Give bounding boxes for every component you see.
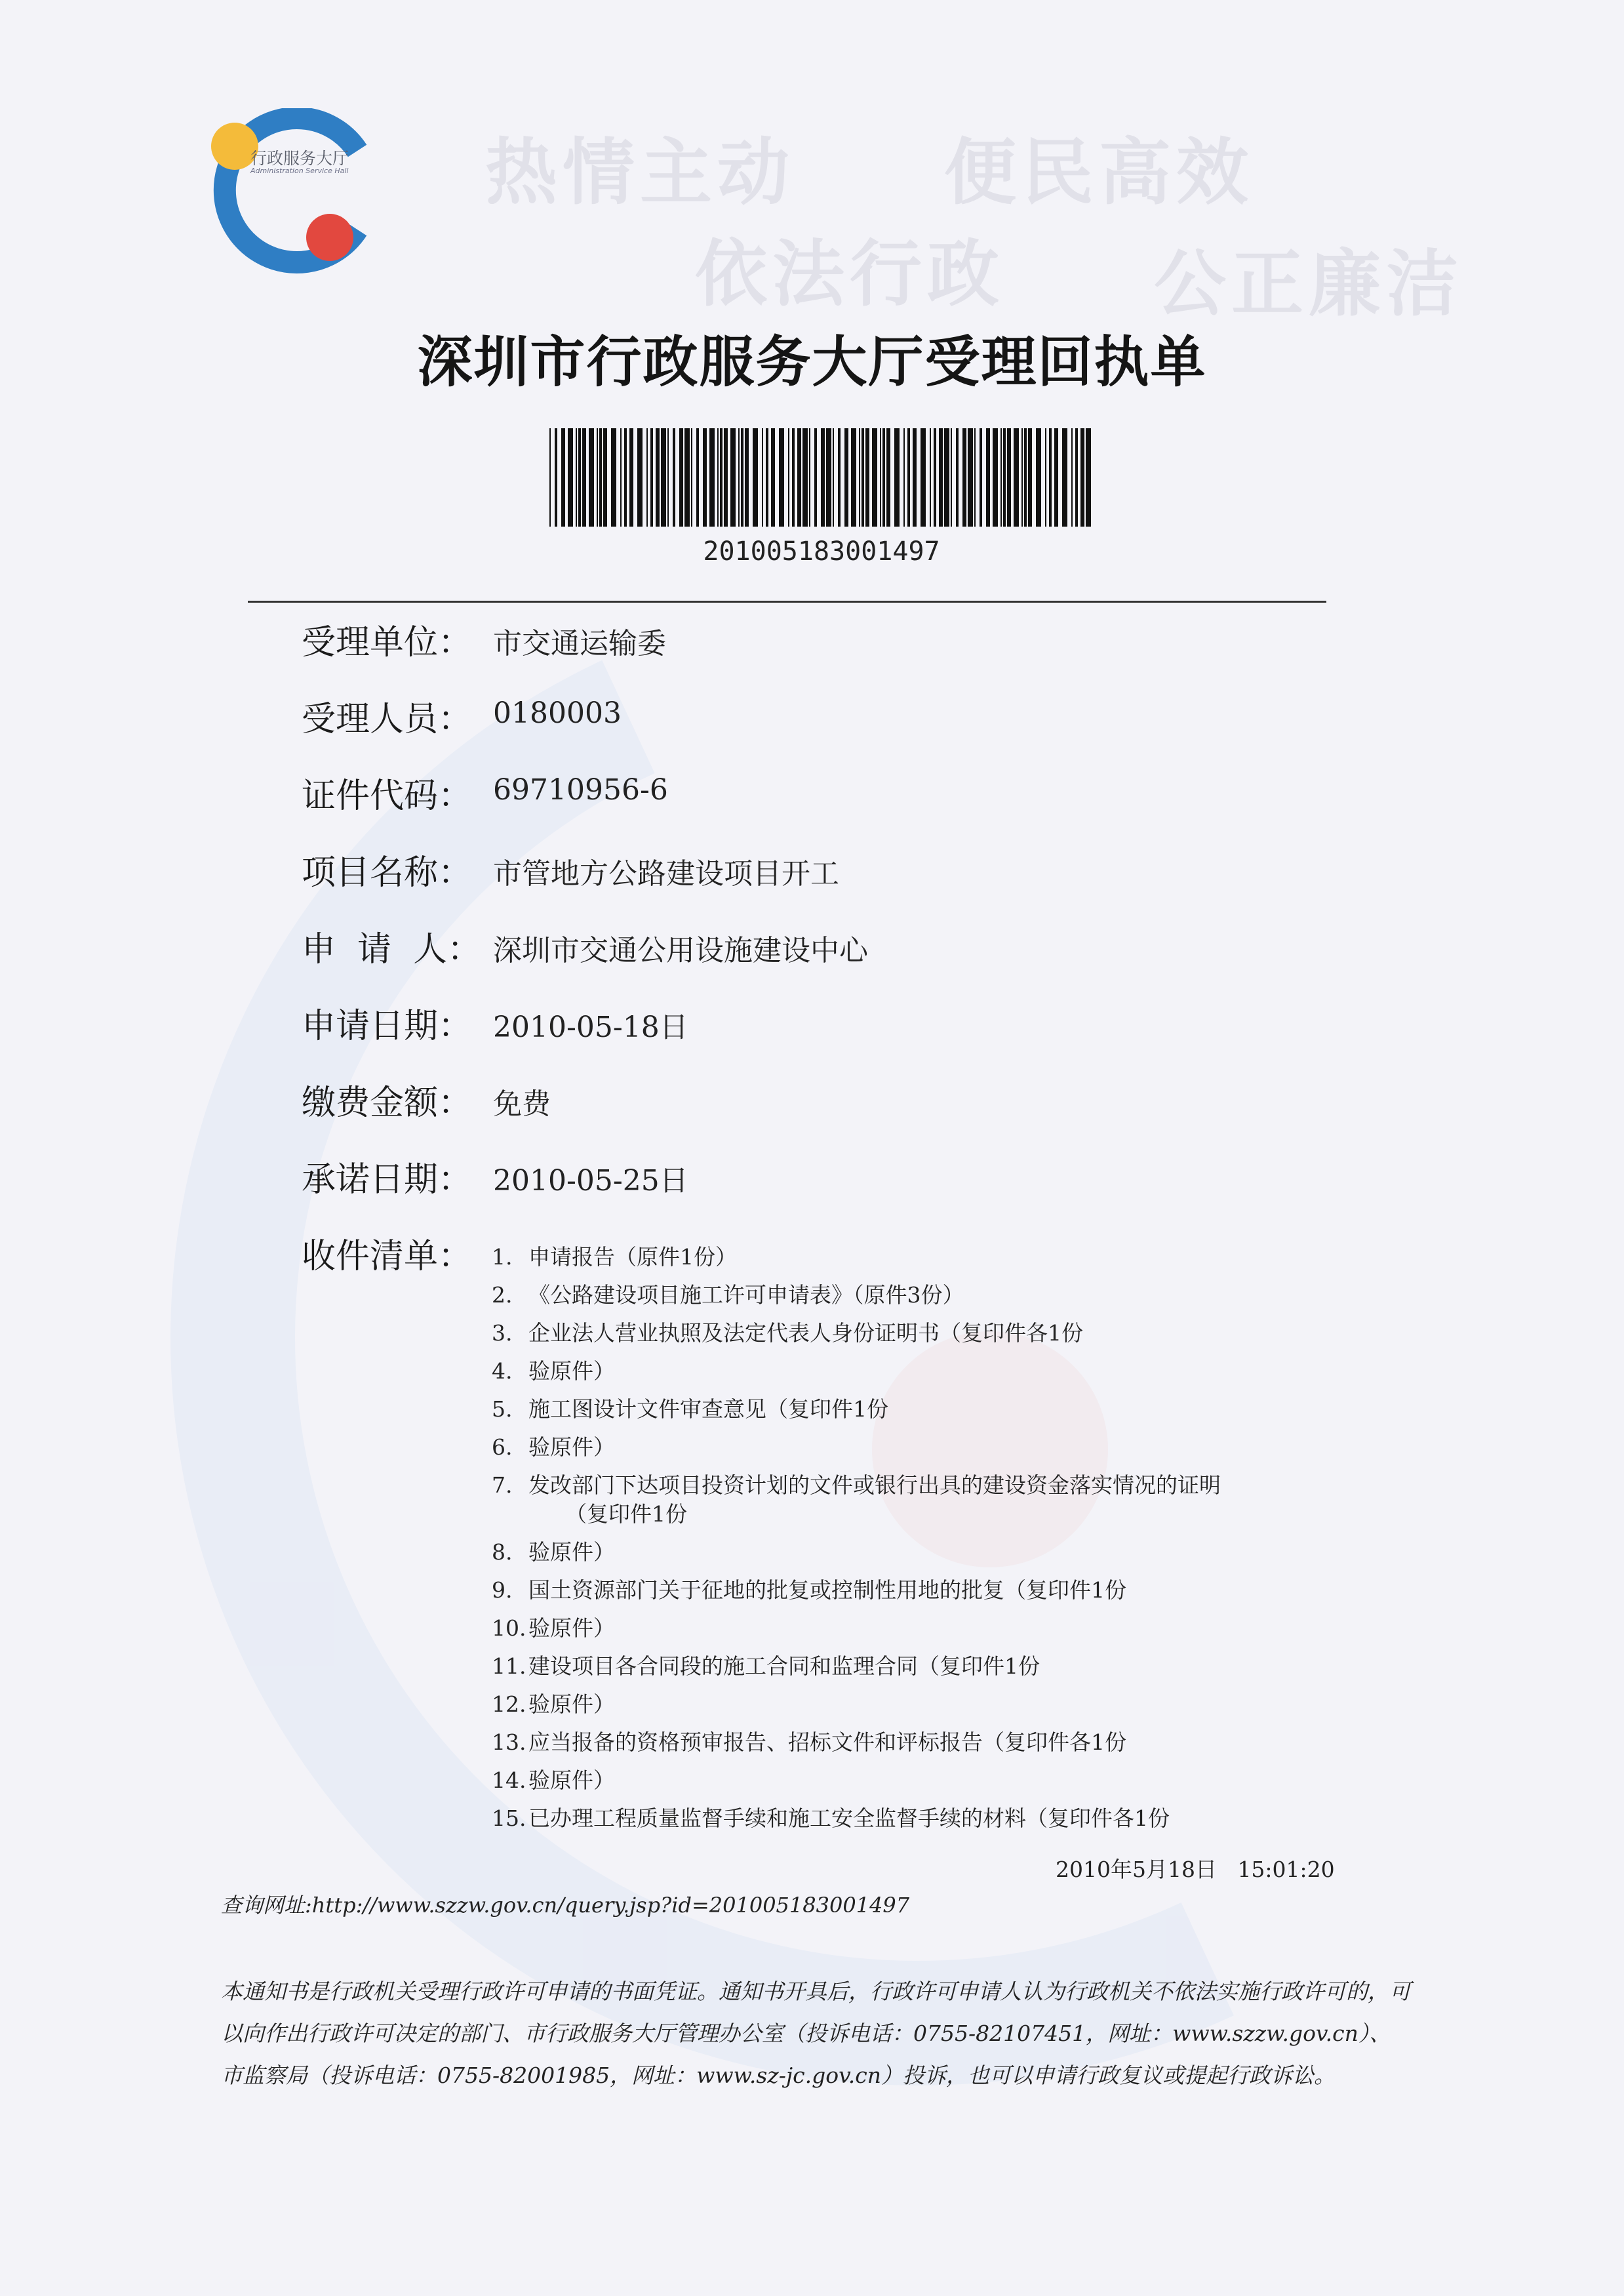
checklist-item bbox=[492, 1238, 1377, 1276]
divider-line bbox=[248, 601, 1326, 603]
field-value: 2010-05-25日 bbox=[493, 1164, 688, 1198]
barcode-bar bbox=[1045, 428, 1046, 527]
barcode-bar bbox=[637, 428, 643, 527]
barcode-bar bbox=[741, 428, 743, 527]
barcode-bar bbox=[903, 428, 905, 527]
watermark-text: 依法行政 bbox=[695, 232, 1004, 316]
barcode-bar bbox=[661, 428, 666, 527]
barcode-bar bbox=[753, 428, 758, 527]
checklist-item-text: 应当报备的资格预审报告、招标文件和评标报告（复印件各1份 bbox=[528, 1729, 1126, 1755]
checklist-item bbox=[492, 1609, 1377, 1647]
barcode-bar bbox=[1028, 428, 1032, 527]
barcode-bar bbox=[1086, 428, 1091, 527]
barcode-bar bbox=[886, 428, 890, 527]
checklist-item bbox=[492, 1533, 1377, 1571]
barcode-bar bbox=[1000, 428, 1002, 527]
timestamp: 2010年5月18日 15:01:20 bbox=[1056, 1857, 1335, 1882]
barcode-bar bbox=[766, 428, 768, 527]
barcode-bar bbox=[962, 428, 966, 527]
checklist-item bbox=[492, 1276, 1377, 1314]
field-value: 深圳市交通公用设施建设中心 bbox=[493, 934, 868, 967]
barcode-bar bbox=[745, 428, 749, 527]
barcode-bar bbox=[859, 428, 860, 527]
document-title: 深圳市行政服务大厅受理回执单 bbox=[417, 330, 1207, 394]
checklist-item bbox=[492, 1352, 1377, 1390]
checklist-item-text: 建设项目各合同段的施工合同和监理合同（复印件1份 bbox=[528, 1653, 1040, 1679]
barcode-bar bbox=[882, 428, 885, 527]
checklist-item bbox=[492, 1571, 1377, 1609]
barcode-bar bbox=[826, 428, 831, 527]
checklist bbox=[492, 1238, 1377, 1838]
barcode-bar bbox=[673, 428, 675, 527]
barcode-bar bbox=[939, 428, 943, 527]
barcode-bar bbox=[930, 428, 931, 527]
checklist-item-text: 已办理工程质量监督手续和施工安全监督手续的材料（复印件各1份 bbox=[528, 1805, 1170, 1831]
watermark-text: 公正廉洁 bbox=[1154, 241, 1463, 326]
barcode-bar bbox=[582, 428, 586, 527]
barcode-bar bbox=[1049, 428, 1052, 527]
barcode-bar bbox=[894, 428, 900, 527]
barcode-bar bbox=[1021, 428, 1023, 527]
barcode-bar bbox=[944, 428, 949, 527]
checklist-item bbox=[492, 1314, 1377, 1352]
barcode-bar bbox=[907, 428, 910, 527]
checklist-item-text: 《公路建设项目施工许可申请表》（原件3份） bbox=[528, 1282, 964, 1308]
barcode-bar bbox=[555, 428, 557, 527]
barcode-bar bbox=[844, 428, 848, 527]
barcode-bar bbox=[1007, 428, 1011, 527]
barcode-bar bbox=[788, 428, 789, 527]
barcode-bar bbox=[578, 428, 581, 527]
barcode-bar bbox=[1062, 428, 1067, 527]
barcode-bar bbox=[1054, 428, 1058, 527]
checklist-item-continuation: （复印件1份 bbox=[565, 1501, 687, 1527]
barcode-bar bbox=[1071, 428, 1073, 527]
checklist-item-text: 验原件） bbox=[528, 1691, 615, 1717]
barcode-bar bbox=[624, 428, 627, 527]
barcode-bar bbox=[814, 428, 817, 527]
barcode-bar bbox=[980, 428, 982, 527]
field-value: 市管地方公路建设项目开工 bbox=[493, 857, 839, 891]
barcode-bar bbox=[802, 428, 808, 527]
barcode-bar bbox=[865, 428, 869, 527]
barcode-bar bbox=[717, 428, 719, 527]
barcode-bar bbox=[921, 428, 926, 527]
barcode-bar bbox=[646, 428, 648, 527]
barcode-bar bbox=[703, 428, 707, 527]
checklist-item-number: 14. bbox=[492, 1767, 526, 1793]
checklist-item-number: 4. bbox=[492, 1358, 513, 1384]
checklist-item-text: 验原件） bbox=[528, 1767, 615, 1793]
barcode-bar bbox=[730, 428, 736, 527]
checklist-item bbox=[492, 1647, 1377, 1685]
checklist-item-number: 11. bbox=[492, 1653, 526, 1679]
checklist-item-number: 3. bbox=[492, 1320, 513, 1346]
barcode-bar bbox=[762, 428, 763, 527]
barcode-bar bbox=[561, 428, 565, 527]
field-label: 受理人员： bbox=[302, 700, 473, 739]
barcode-bar bbox=[1024, 428, 1027, 527]
checklist-item-text: 申请报告（原件1份） bbox=[528, 1244, 737, 1270]
checklist-item bbox=[492, 1800, 1377, 1838]
checklist-item-number: 1. bbox=[492, 1244, 513, 1270]
field-value: 69710956-6 bbox=[493, 773, 668, 807]
barcode-bar bbox=[809, 428, 810, 527]
barcode-bar bbox=[709, 428, 715, 527]
barcode-bar bbox=[611, 428, 616, 527]
barcode-bar bbox=[629, 428, 633, 527]
barcode-bar bbox=[684, 428, 690, 527]
barcode-bar bbox=[696, 428, 699, 527]
barcode-bar bbox=[597, 428, 598, 527]
barcode-bar bbox=[771, 428, 775, 527]
barcode-bar bbox=[724, 428, 728, 527]
barcode-bar bbox=[797, 428, 801, 527]
checklist-item bbox=[492, 1428, 1377, 1466]
checklist-item-number: 12. bbox=[492, 1691, 526, 1717]
barcode-bar bbox=[862, 428, 864, 527]
barcode-bar bbox=[851, 428, 856, 527]
barcode-bar bbox=[603, 428, 607, 527]
barcode-bar bbox=[974, 428, 976, 527]
field-label: 证件代码： bbox=[302, 776, 473, 816]
field-label: 承诺日期： bbox=[302, 1160, 473, 1199]
checklist-item-number: 10. bbox=[492, 1615, 526, 1641]
field-label: 受理单位： bbox=[302, 623, 473, 662]
watermark-text: 便民高效 bbox=[944, 130, 1254, 214]
barcode-bar bbox=[968, 428, 973, 527]
barcode-bar bbox=[951, 428, 952, 527]
barcode-bar bbox=[549, 428, 551, 527]
checklist-item-text: 企业法人营业执照及法定代表人身份证明书（复印件各1份 bbox=[528, 1320, 1083, 1346]
checklist-item-text: 国土资源部门关于征地的批复或控制性用地的批复（复印件1份 bbox=[528, 1577, 1126, 1603]
barcode-bar bbox=[576, 428, 577, 527]
logo-subtext: Administration Service Hall bbox=[250, 167, 349, 175]
field-value: 2010-05-18日 bbox=[493, 1011, 688, 1044]
barcode-bar bbox=[1075, 428, 1078, 527]
barcode-bar bbox=[872, 428, 877, 527]
barcode-bar bbox=[691, 428, 692, 527]
field-label: 收件清单： bbox=[302, 1237, 473, 1276]
checklist-item bbox=[492, 1723, 1377, 1762]
field-label: 缴费金额： bbox=[302, 1083, 473, 1123]
notice-paragraph: 本通知书是行政机关受理行政许可申请的书面凭证。通知书开具后，行政许可申请人认为行政机关不依法实施行政许可的，可以向作出行政许可决定的部门、市行政服务大厅管理办公室（投诉电话：0755-82107451，网址：www.szzw.gov.cn）、市监察局（投诉电话：0755-82001985，网址：www.sz-jc.gov.cn）投诉，也可以申请行政复议或提起行政诉讼。 bbox=[221, 1979, 1411, 2088]
barcode-bar bbox=[738, 428, 740, 527]
field-label: 项目名称： bbox=[302, 853, 473, 893]
barcode-bar bbox=[679, 428, 683, 527]
barcode-bar bbox=[986, 428, 990, 527]
checklist-item-text: 发改部门下达项目投资计划的文件或银行出具的建设资金落实情况的证明 bbox=[528, 1472, 1221, 1498]
barcode-bar bbox=[620, 428, 622, 527]
service-hall-logo bbox=[197, 108, 413, 279]
checklist-item-number: 6. bbox=[492, 1434, 513, 1460]
checklist-item-text: 施工图设计文件审查意见（复印件1份 bbox=[528, 1396, 888, 1422]
checklist-item-number: 13. bbox=[492, 1729, 526, 1755]
barcode-bar bbox=[838, 428, 841, 527]
barcode-bar bbox=[821, 428, 825, 527]
barcode-bar bbox=[568, 428, 573, 527]
query-url: 查询网址:http://www.szzw.gov.cn/query.jsp?id=201005183001497 bbox=[221, 1893, 910, 1918]
checklist-item bbox=[492, 1685, 1377, 1723]
checklist-item-number: 5. bbox=[492, 1396, 513, 1422]
barcode-bar bbox=[720, 428, 723, 527]
checklist-item-number: 15. bbox=[492, 1805, 526, 1831]
checklist-item-text: 验原件） bbox=[528, 1539, 615, 1565]
barcode-bar bbox=[779, 428, 784, 527]
checklist-item-text: 验原件） bbox=[528, 1434, 615, 1460]
logo-text: 行政服务大厅 bbox=[250, 149, 349, 168]
field-value: 免费 bbox=[493, 1087, 551, 1121]
field-value: 0180003 bbox=[493, 696, 622, 730]
barcode-number: 201005183001497 bbox=[703, 536, 940, 567]
checklist-item bbox=[492, 1762, 1377, 1800]
barcode-bar bbox=[1036, 428, 1041, 527]
watermark-text: 热情主动 bbox=[485, 130, 795, 214]
barcode-bar bbox=[993, 428, 998, 527]
checklist-item bbox=[492, 1466, 1377, 1533]
barcode-bar bbox=[599, 428, 602, 527]
checklist-item-number: 7. bbox=[492, 1472, 513, 1498]
checklist-item-number: 9. bbox=[492, 1577, 513, 1603]
barcode-bar bbox=[589, 428, 594, 527]
barcode-bar bbox=[656, 428, 660, 527]
checklist-item-text: 验原件） bbox=[528, 1615, 615, 1641]
barcode bbox=[549, 428, 1094, 527]
barcode-bar bbox=[913, 428, 917, 527]
checklist-item-text: 验原件） bbox=[528, 1358, 615, 1384]
field-label: 申 请 人： bbox=[302, 930, 482, 969]
barcode-bar bbox=[650, 428, 653, 527]
checklist-item-number: 2. bbox=[492, 1282, 513, 1308]
barcode-bar bbox=[1003, 428, 1006, 527]
barcode-bar bbox=[880, 428, 881, 527]
field-label: 申请日期： bbox=[302, 1007, 473, 1046]
barcode-bar bbox=[1014, 428, 1019, 527]
barcode-bar bbox=[1080, 428, 1084, 527]
checklist-item bbox=[492, 1390, 1377, 1428]
checklist-item-number: 8. bbox=[492, 1539, 513, 1565]
field-value: 市交通运输委 bbox=[493, 627, 666, 660]
barcode-bar bbox=[956, 428, 959, 527]
barcode-bar bbox=[667, 428, 669, 527]
barcode-bar bbox=[934, 428, 936, 527]
barcode-bar bbox=[833, 428, 834, 527]
barcode-bar bbox=[792, 428, 795, 527]
